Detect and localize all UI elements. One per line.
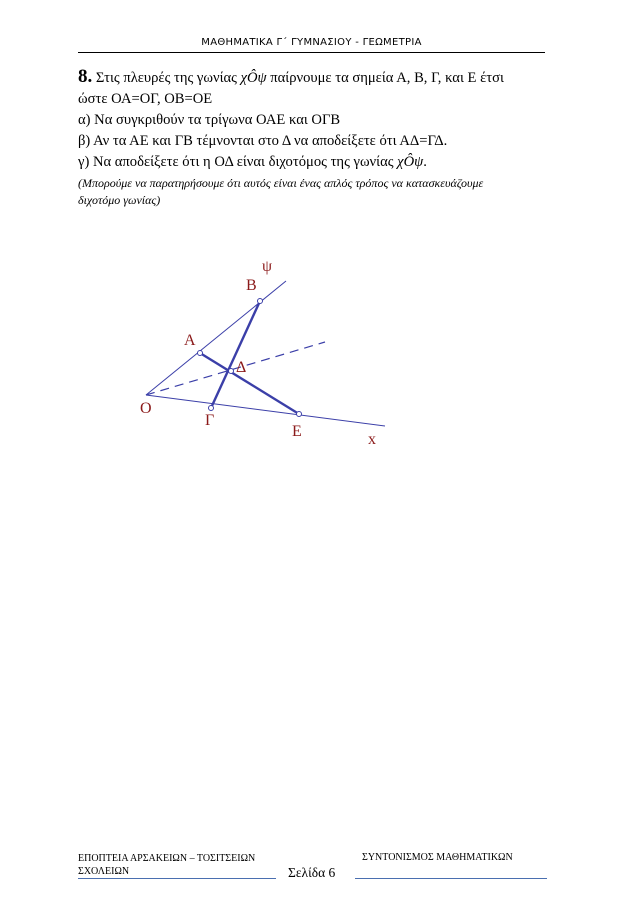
footer-right: ΣΥΝΤΟΝΙΣΜΟΣ ΜΑΘΗΜΑΤΙΚΩΝ (362, 852, 513, 863)
point-g (209, 406, 214, 411)
part-b: β) Αν τα ΑΕ και ΓΒ τέμνονται στο Δ να αποδείξετε ότι ΑΔ=ΓΔ. (78, 133, 448, 149)
label-d: Δ (236, 359, 247, 376)
page-header: ΜΑΘΗΜΑΤΙΚΑ Γ΄ ΓΥΜΝΑΣΙΟΥ - ΓΕΩΜΕΤΡΙΑ (201, 37, 422, 48)
segment-gb (211, 301, 260, 408)
part-a: α) Να συγκριθούν τα τρίγωνα ΟΑΕ και ΟΓΒ (78, 112, 341, 128)
point-a (198, 351, 203, 356)
footer-left (78, 852, 255, 878)
point-e (297, 412, 302, 417)
point-b (258, 299, 263, 304)
part-c-end: . (423, 154, 427, 170)
footer-rule-right (355, 878, 547, 879)
label-x: x (368, 431, 376, 448)
note-line-2: διχοτόμο γωνίας) (78, 193, 161, 207)
problem-text-start: Στις πλευρές της γωνίας (95, 70, 241, 86)
angle-symbol: χÔψ (240, 70, 267, 86)
problem-number: 8. (78, 66, 93, 87)
segment-ae (200, 353, 299, 414)
footer-left-line-2: ΣΧΟΛΕΙΩΝ (78, 866, 130, 877)
problem-text-end: παίρνουμε τα σημεία Α, Β, Γ, και Ε έτσι (266, 70, 504, 86)
footer-rule-left (78, 878, 276, 879)
problem-line-2: ώστε ΟΑ=ΟΓ, ΟΒ=ΟΕ (78, 91, 213, 107)
part-c-text: γ) Να αποδείξετε ότι η ΟΔ είναι διχοτόμος της γωνίας (78, 154, 398, 170)
footer-left-line-1: ΕΠΟΠΤΕΙΑ ΑΡΣΑΚΕΙΩΝ – ΤΟΣΙΤΣΕΙΩΝ (78, 853, 256, 864)
point-d (229, 369, 234, 374)
angle-symbol-2: χÔψ (397, 154, 424, 170)
ray-ox (146, 395, 385, 426)
label-a: Α (184, 332, 196, 349)
label-g: Γ (205, 412, 215, 429)
ray-oy (146, 281, 286, 395)
label-psi: ψ (262, 258, 273, 275)
page-number: Σελίδα 6 (288, 865, 336, 880)
note-line-1: (Μπορούμε να παρατηρήσουμε ότι αυτός είναι ένας απλός τρόπος να κατασκευάζουμε (78, 176, 484, 190)
label-e: Ε (292, 423, 302, 440)
label-o: Ο (140, 400, 152, 417)
label-b: Β (246, 277, 257, 294)
